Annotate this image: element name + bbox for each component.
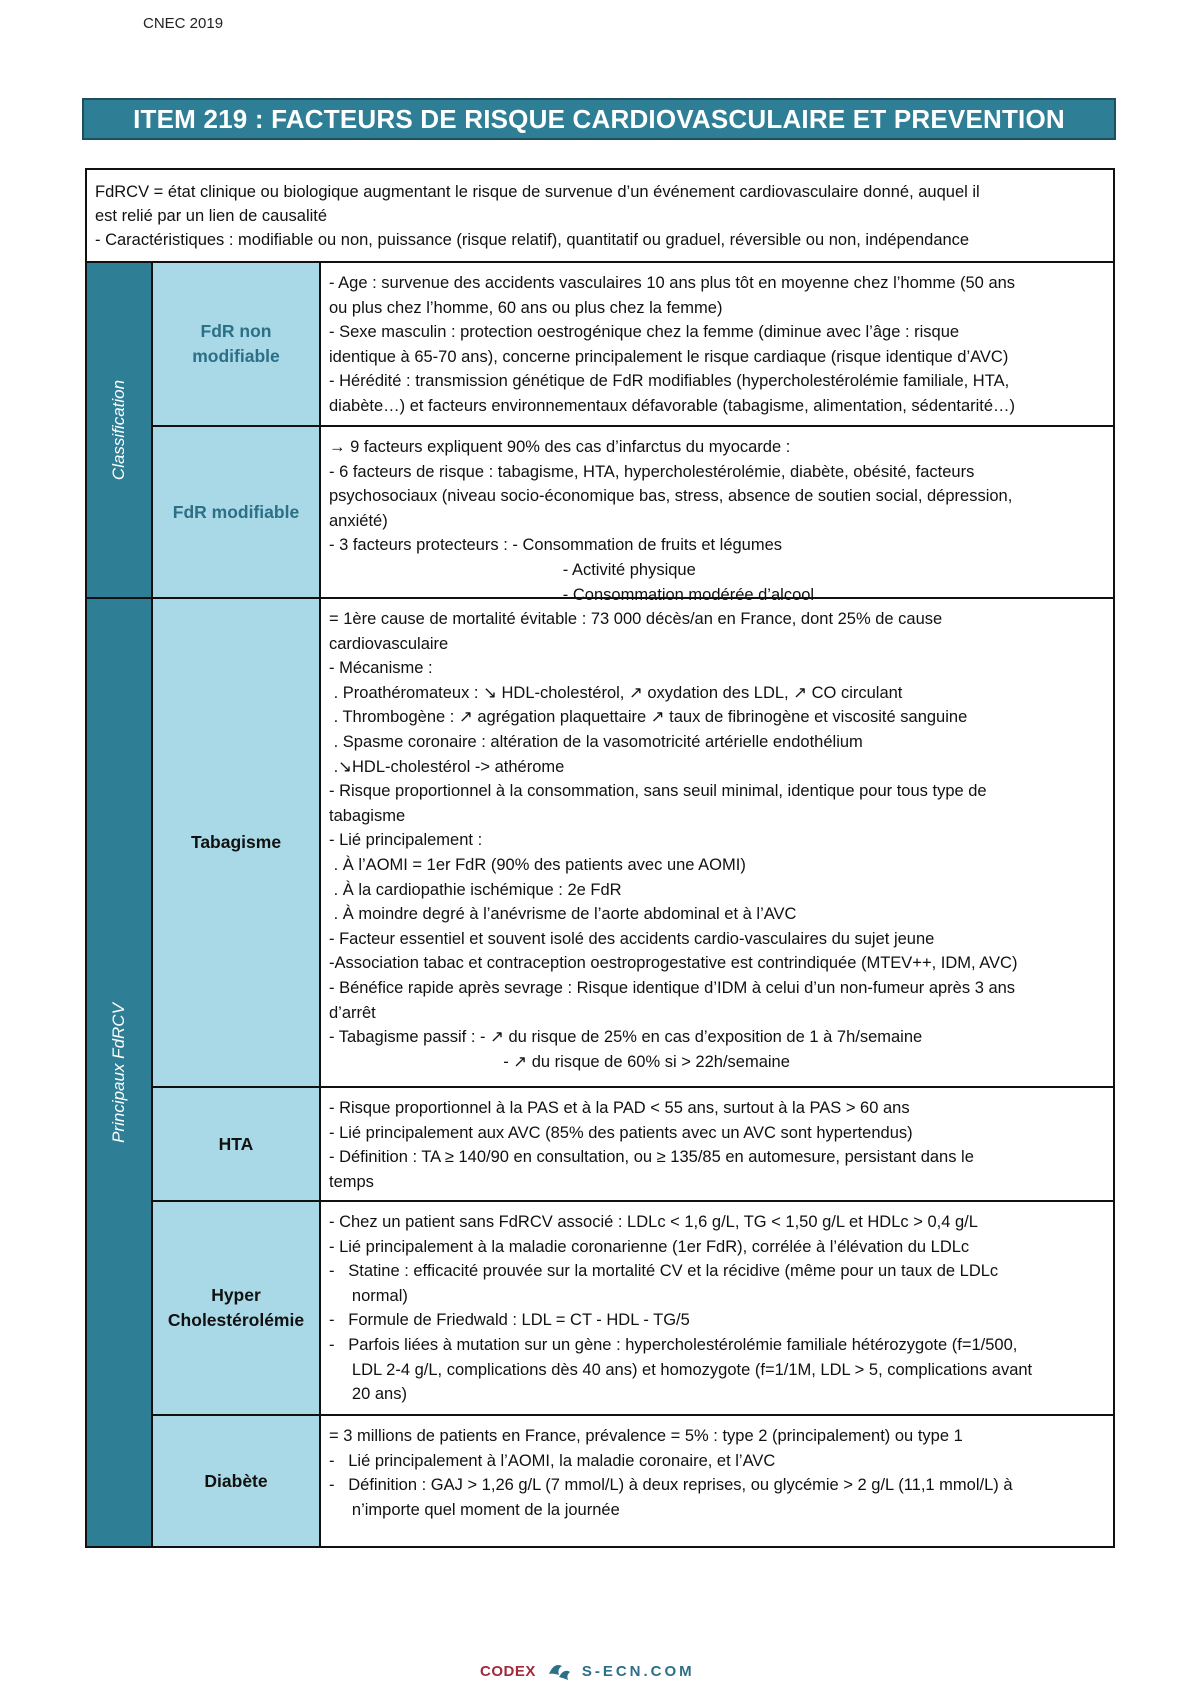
content-line: . Spasme coronaire : altération de la vasomotricité artérielle endothélium	[329, 732, 863, 751]
content-line: psychosociaux (niveau socio-économique bas, stress, absence de soutien social, dépression,	[329, 487, 1013, 506]
content-line: - Activité physique	[329, 560, 696, 579]
content-line: - Risque proportionnel à la PAS et à la PAD < 55 ans, surtout à la PAS > 60 ans	[329, 1099, 910, 1117]
content-line: . À la cardiopathie ischémique : 2e FdR	[329, 880, 622, 899]
content-line: - Bénéfice rapide après sevrage : Risque identique d’IDM à celui d’un non-fumeur après 3 ans	[329, 978, 1016, 997]
definition-line: est relié par un lien de causalité	[95, 207, 328, 225]
row-content-diabete	[321, 1416, 1113, 1546]
content-line: - 6 facteurs de risque : tabagisme, HTA, hypercholestérolémie, diabète, obésité, facteurs	[329, 462, 975, 481]
content-line: - Age : survenue des accidents vasculaires 10 ans plus tôt en moyenne chez l’homme (50 ans	[329, 274, 1016, 292]
content-line: - Statine : efficacité prouvée sur la mortalité CV et la récidive (même pour un taux de LDLc	[329, 1262, 999, 1281]
label-line: modifiable	[192, 346, 280, 366]
definition-line: FdRCV = état clinique ou biologique augmentant le risque de survenue d’un événement cardiovasculaire donné, auquel il	[95, 183, 980, 201]
content-line: . À moindre degré à l’anévrisme de l’aorte abdominal et à l’AVC	[329, 905, 797, 924]
content-line: d’arrêt	[329, 1003, 376, 1022]
footer-logo	[480, 1660, 695, 1682]
content-line: .↘HDL-cholestérol -> athérome	[329, 757, 565, 776]
row-content-fdr-modifiable	[321, 427, 1113, 604]
content-line: - Chez un patient sans FdRCV associé : LDLc < 1,6 g/L, TG < 1,50 g/L et HDLc > 0,4 g/L	[329, 1213, 978, 1231]
content-line: - Consommation modérée d’alcool	[329, 585, 815, 604]
row-content-hta	[321, 1088, 1113, 1200]
content-line: = 1ère cause de mortalité évitable : 73 000 décès/an en France, dont 25% de cause	[329, 610, 943, 628]
summary-table	[85, 168, 1115, 1548]
label-line: Hyper	[211, 1285, 261, 1305]
content-line: - Hérédité : transmission génétique de FdR modifiables (hypercholestérolémie familiale, HTA,	[329, 372, 1010, 391]
content-line: - Mécanisme :	[329, 659, 433, 678]
content-line: temps	[329, 1172, 374, 1191]
codex-wordmark: CODEX	[480, 1662, 536, 1680]
row-label-hypercholesterolemie	[153, 1202, 321, 1414]
row-content-fdr-non-modifiable	[321, 263, 1113, 425]
page-title: ITEM 219 : FACTEURS DE RISQUE CARDIOVASCULAIRE ET PREVENTION	[133, 103, 1065, 134]
title-banner	[82, 98, 1116, 140]
header-label: CNEC 2019	[143, 15, 224, 32]
row-hta	[153, 1088, 1113, 1202]
content-line: - Risque proportionnel à la consommation, sans seuil minimal, identique pour tous type de	[329, 782, 987, 801]
content-line: diabète…) et facteurs environnementaux défavorable (tabagisme, alimentation, sédentarité…)	[329, 396, 1016, 415]
row-diabete	[153, 1416, 1113, 1546]
row-label-hta: HTA	[153, 1088, 321, 1200]
row-label-fdr-modifiable: FdR modifiable	[153, 427, 321, 597]
secn-logo-icon	[546, 1660, 572, 1682]
content-line: - Lié principalement à l’AOMI, la maladie coronaire, et l’AVC	[329, 1451, 776, 1470]
row-hypercholesterolemie	[153, 1202, 1113, 1416]
content-line: - Facteur essentiel et souvent isolé des accidents cardio-vasculaires du sujet jeune	[329, 929, 935, 948]
content-line: n’importe quel moment de la journée	[329, 1500, 620, 1519]
content-line: . À l’AOMI = 1er FdR (90% des patients avec une AOMI)	[329, 855, 746, 874]
content-line: . Thrombogène : ↗ agrégation plaquettaire ↗ taux de fibrinogène et viscosité sanguine	[329, 708, 968, 727]
row-label-diabete: Diabète	[153, 1416, 321, 1546]
group-label-principaux: Principaux FdRCV	[109, 1002, 128, 1143]
content-line: - Tabagisme passif : - ↗ du risque de 25% en cas d’exposition de 1 à 7h/semaine	[329, 1028, 923, 1047]
secn-wordmark: S-ECN.COM	[581, 1662, 695, 1680]
content-line: - Sexe masculin : protection oestrogénique chez la femme (diminue avec l’âge : risque	[329, 323, 960, 342]
content-line: anxiété)	[329, 511, 388, 530]
content-line: - Définition : TA ≥ 140/90 en consultation, ou ≥ 135/85 en automesure, persistant dans le	[329, 1148, 974, 1167]
row-content-tabagisme	[321, 599, 1113, 1086]
content-line: - 3 facteurs protecteurs : - Consommation de fruits et légumes	[329, 536, 783, 555]
content-line: - ↗ du risque de 60% si > 22h/semaine	[329, 1052, 790, 1071]
row-fdr-non-modifiable	[153, 263, 1113, 427]
content-line: - Formule de Friedwald : LDL = CT - HDL - TG/5	[329, 1311, 690, 1330]
row-tabagisme	[153, 599, 1113, 1088]
row-label-tabagisme: Tabagisme	[153, 599, 321, 1086]
content-line: = 3 millions de patients en France, prévalence = 5% : type 2 (principalement) ou type 1	[329, 1427, 963, 1445]
label-line: Cholestérolémie	[167, 1310, 305, 1330]
content-line: → 9 facteurs expliquent 90% des cas d’infarctus du myocarde :	[329, 438, 791, 456]
row-content-hypercholesterolemie	[321, 1202, 1113, 1414]
definition-box	[87, 170, 1113, 263]
content-line: normal)	[329, 1286, 408, 1305]
content-line: - Parfois liées à mutation sur un gène : hypercholestérolémie familiale hétérozygote (f=1/500,	[329, 1335, 1018, 1354]
group-classification	[87, 263, 153, 599]
definition-line: - Caractéristiques : modifiable ou non, puissance (risque relatif), quantitatif ou graduel, réversible ou non, indépendance	[95, 231, 970, 249]
group-principaux-fdrcv	[87, 599, 153, 1546]
content-line: . Proathéromateux : ↘ HDL-cholestérol, ↗ oxydation des LDL, ↗ CO circulant	[329, 683, 903, 702]
group-label-classification: Classification	[109, 379, 128, 481]
content-line: ou plus chez l’homme, 60 ans ou plus chez la femme)	[329, 298, 723, 317]
label-line: FdR non	[200, 321, 272, 341]
content-line: - Lié principalement aux AVC (85% des patients avec un AVC sont hypertendus)	[329, 1123, 913, 1142]
content-line: cardiovasculaire	[329, 634, 449, 653]
content-line: 20 ans)	[329, 1385, 407, 1404]
content-line: - Lié principalement :	[329, 831, 483, 850]
content-line: - Définition : GAJ > 1,26 g/L (7 mmol/L) à deux reprises, ou glycémie > 2 g/L (11,1 mmol/L) à	[329, 1476, 1013, 1495]
content-line: -Association tabac et contraception oestroprogestative est contrindiquée (MTEV++, IDM, AVC)	[329, 954, 1018, 973]
content-line: identique à 65-70 ans), concerne principalement le risque cardiaque (risque identique d’AVC)	[329, 347, 1009, 366]
row-fdr-modifiable	[153, 427, 1113, 604]
content-line: - Lié principalement à la maladie coronarienne (1er FdR), corrélée à l’élévation du LDLc	[329, 1237, 970, 1256]
content-line: LDL 2-4 g/L, complications dès 40 ans) et homozygote (f=1/1M, LDL > 5, complications avant	[329, 1360, 1033, 1379]
content-line: tabagisme	[329, 806, 406, 825]
row-label-fdr-non-modifiable	[153, 263, 321, 425]
